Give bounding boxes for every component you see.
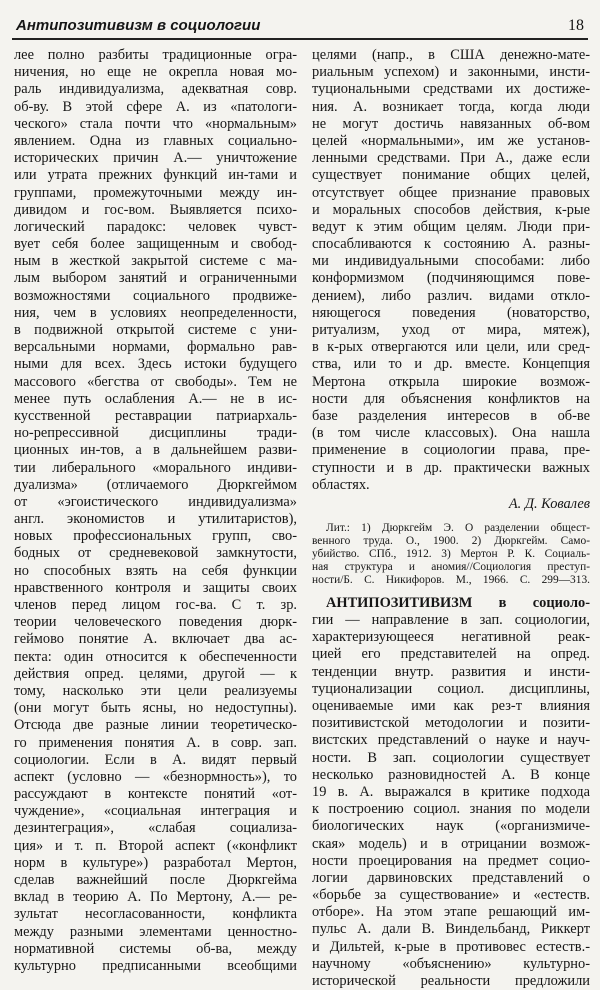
text-line: ционных ин-тов, а в дальнейшем разви-	[14, 442, 297, 459]
text-line: и Дильтей, к-рые в противовес естеств.-	[312, 938, 590, 955]
text-line: об-ву. В этой сфере А. из «патологи-	[14, 98, 297, 115]
text-line: исторической реальности предложили	[312, 973, 590, 989]
text-line: зультат несогласованности, конфликта	[14, 906, 297, 923]
text-line: няющегося поведения (новаторство,	[312, 304, 590, 321]
entry-headword: АНТИПОЗИТИВИЗМ в социоло-	[326, 594, 590, 611]
author-signature: А. Д. Ковалев	[508, 495, 590, 512]
text-line: позитивистской методологии и позити-	[312, 715, 590, 732]
text-line: ния, чем в условиях неопределенности,	[14, 304, 297, 321]
text-line: спосабливаются к состоянию А. разны-	[312, 236, 590, 253]
text-line: пекта: один относится к обеспеченности	[14, 648, 297, 665]
text-line: ния. А. возникает тогда, когда люди	[312, 98, 590, 115]
text-line: ным в жесткой закрытой системе с ма-	[14, 253, 297, 270]
text-line: англ. экономистов и утилитаристов),	[14, 511, 297, 528]
text-line: областях.	[312, 476, 370, 493]
text-line: социологии. Если в А. видят первый	[14, 751, 297, 768]
text-line: базе разделения интересов в об-ве	[312, 407, 590, 424]
text-line: цией его представителей на опред.	[312, 646, 590, 663]
page-number: 18	[568, 17, 584, 34]
text-line: научному «объяснению» культурно-	[312, 955, 590, 972]
text-line: го применения понятия А. в совр. зап.	[14, 734, 297, 751]
text-line: биологических наук («организмиче-	[312, 818, 590, 835]
text-line: рассуждают в контексте понятий «от-	[14, 786, 297, 803]
antipositivism-entry-body	[312, 612, 590, 990]
text-line: логии дарвиновских представлений о	[312, 869, 590, 886]
text-line: ведут к этим общим целям. Люди при-	[312, 218, 590, 235]
running-title: Антипозитивизм в социологии	[16, 17, 261, 34]
text-line: исторических причин А.— уничтожение	[14, 150, 297, 167]
text-line: массового «бегства от свободы». Тем не	[14, 373, 297, 390]
text-line: туциональными средствами их достиже-	[312, 81, 590, 98]
text-line: действия опред. целями, другой — к	[14, 665, 297, 682]
text-line: сделав важнейший после Дюркгейма	[14, 872, 297, 888]
literature-line: Лит.: 1) Дюркгейм Э. О разделении общест-	[326, 521, 590, 534]
text-line: членов перед лицом гос-ва. С т. зр.	[14, 597, 297, 613]
text-line: тии либерального «морального индиви-	[14, 459, 297, 476]
text-line: Отсюда две разные линии теоретическо-	[14, 717, 297, 734]
text-line: ческого» стала почти что «нормальным»	[14, 115, 297, 132]
text-line: чуждение», «социальная интеграция и	[14, 803, 297, 820]
text-line: ности. В зап. социологии существует	[312, 749, 590, 766]
text-line: вклад в теорию А. По Мертону, А.— ре-	[14, 889, 297, 906]
text-line: «борьбе за существование» и «естеств.	[312, 887, 590, 904]
literature-line: ная структура и аномия//Социология преступ-	[312, 560, 590, 573]
text-line: вистских представлений о науке и науч-	[312, 732, 590, 749]
text-line: от «эгоистического индивидуализма»	[14, 493, 297, 510]
text-line: дением), либо различ. видами откло-	[312, 287, 590, 304]
text-line: гии — направление в зап. социологии,	[312, 612, 590, 629]
text-line: бодных от средневековой замкнутости,	[14, 545, 297, 562]
text-line: нравственного контроля и защиты своих	[14, 579, 297, 596]
text-line: нормативной системы об-ва, между	[14, 940, 297, 957]
right-column	[312, 47, 590, 990]
text-line: ленными средствами. При А., даже если	[312, 150, 590, 167]
text-line: 19 в. А. выражался в критике подхода	[312, 783, 590, 800]
text-line: риальным успехом) и законными, инсти-	[312, 64, 590, 81]
text-line: менее путь ослабления А.— не в ис-	[14, 390, 297, 407]
text-line: ступности и в др. практически важных	[312, 459, 590, 476]
text-line: группами, промежуточными между ин-	[14, 184, 297, 201]
text-line: отсутствует общее признание правовых	[312, 184, 590, 201]
text-line: теории человеческого поведения дюрк-	[14, 614, 297, 631]
entry-spacer	[312, 587, 590, 595]
text-line: тенденции внутр. развития и инсти-	[312, 663, 590, 680]
text-line: к построению социол. знания по модели	[312, 801, 590, 818]
text-line: (они могут быть ясны, но недоступны).	[14, 700, 297, 717]
text-line: вует себя более защищенным и свобод-	[14, 236, 297, 253]
text-line: и моральных способов действия, к-рые	[312, 201, 590, 218]
text-line: туционализации социол. дисциплины,	[312, 680, 590, 697]
text-line: отборе». На этом этапе решающий им-	[312, 904, 590, 921]
text-line: в подвижной открытой системе с уни-	[14, 322, 297, 338]
literature-list	[312, 522, 590, 587]
text-line: ская» модель) и в отрицании возмож-	[312, 835, 590, 852]
text-line: несколько разновидностей А. В конце	[312, 766, 590, 783]
text-line: лым выбором занятий и ограниченными	[14, 270, 297, 287]
text-line: дуализма» (отличаемого Дюркгеймом	[14, 476, 297, 493]
text-line: явлением. Одна из главных социально-	[14, 132, 297, 149]
text-line: характеризующееся негативной реак-	[312, 629, 590, 646]
text-line: ритуализм, уход от мира, мятеж),	[312, 322, 590, 338]
literature-line: ности/Б. С. Никифоров. М., 1966. С. 299—313.	[312, 573, 590, 586]
literature-line: убийство. СПб., 1912. 3) Мертон Р. К. Социаль-	[312, 547, 590, 560]
text-line: ничения, но еще не окрепла новая мо-	[14, 64, 297, 81]
text-line: культурно предписанными всеобщими	[14, 957, 297, 974]
text-line: не могут достичь навязанных об-вом	[312, 115, 590, 132]
text-line: геймово понятие А. включает два ас-	[14, 631, 297, 648]
text-line: лее полно разбиты традиционные огра-	[14, 47, 297, 63]
text-line: тому, насколько эти цели реализуемы	[14, 682, 297, 699]
anomie-paragraph-end	[312, 47, 590, 494]
text-line: целями (напр., в США денежно-мате-	[312, 47, 590, 63]
text-line: применение в социологии права, пре-	[312, 442, 590, 459]
text-line: (в том числе классовых). Она нашла	[312, 425, 590, 442]
text-line: в к-рых отвергаются или цели, или сред-	[312, 339, 590, 356]
text-line: но-репрессивной дисциплины тради-	[14, 425, 297, 442]
text-line: оцениваемые ими как рез-т влияния	[312, 698, 590, 714]
text-line: дивидом и гос-вом. Выявляется психо-	[14, 201, 297, 218]
text-line: пульс А. дали В. Виндельбанд, Риккерт	[312, 921, 590, 938]
text-line: Мертона открыла широкие возмож-	[312, 373, 590, 390]
text-line: но способных взять на себя функции	[14, 562, 297, 579]
text-line: целей «нормальными», им же установ-	[312, 132, 590, 149]
running-header	[12, 8, 588, 40]
text-line: ности для объяснения конфликтов на	[312, 390, 590, 407]
text-line: ми индивидуальными способами: либо	[312, 253, 590, 270]
text-line: новых профессиональных групп, сво-	[14, 528, 297, 545]
text-line: существует понимание общих целей,	[312, 167, 590, 184]
text-line: логический парадокс: человек чувст-	[14, 218, 297, 235]
text-line: кусственной реставрации патриархаль-	[14, 407, 297, 424]
text-line: раль индивидуализма, адекватная совр.	[14, 81, 297, 98]
text-line: ства, или то и др. вместе. Концепция	[312, 356, 590, 373]
text-line: или утрата прежних функций ин-тами и	[14, 167, 297, 184]
text-line: норм в культуре») разработал Мертон,	[14, 854, 297, 871]
literature-line: венного труда. О., 1900. 2) Дюркгейм. Само-	[312, 534, 590, 547]
text-line: между разными элементами ценностно-	[14, 923, 297, 940]
text-line: ности проецирования на предмет социо-	[312, 852, 590, 869]
text-line: возможностями социального продвиже-	[14, 287, 297, 304]
text-line: аспект (условно — «безнормность»), то	[14, 768, 297, 785]
text-line: дезинтеграция», «слабая социализа-	[14, 820, 297, 837]
text-line: версальными нормами, формально рав-	[14, 339, 297, 356]
left-column	[14, 47, 297, 975]
text-line: конформизмом (подчиняющимся пове-	[312, 270, 590, 287]
text-line: ными для всех. Здесь истоки будущего	[14, 356, 297, 373]
text-line: ция» и т. п. Второй аспект («конфликт	[14, 837, 297, 854]
